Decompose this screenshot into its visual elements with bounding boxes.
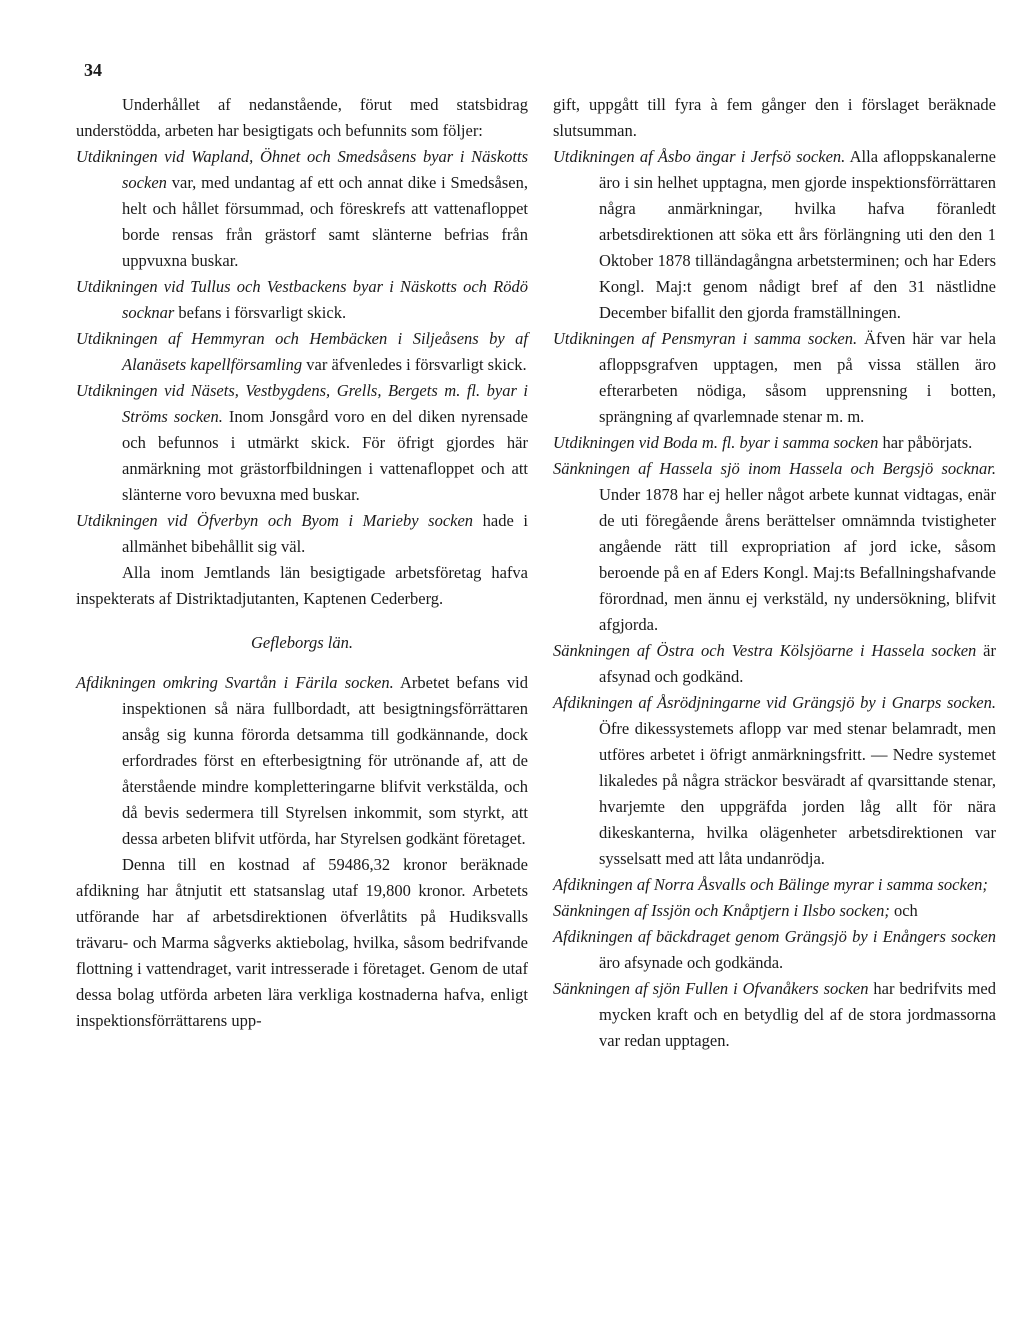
entry-title: Utdikningen vid Wapland, Öhnet och Smedsåsens byar i Näskotts socken xyxy=(76,147,528,192)
entry-text: hade i allmänhet bibehållit sig väl. xyxy=(122,511,528,556)
entry-title: Afdikningen af bäckdraget genom Grängsjö by i Enångers socken xyxy=(553,927,996,946)
entry-fullen xyxy=(553,976,996,1054)
entry-text: var äfvenledes i försvarligt skick. xyxy=(302,355,527,374)
entry-wapland xyxy=(76,144,528,274)
entry-text: Öfre dikessystemets aflopp var med stenar belamradt, men utföres arbetet i öfrigt anmärkningsfritt. — Nedre systemet likaledes på några sträckor besväradt af qvarsittande stenar, hvarjemte den uppgräfda jorden låg allt för nära dikeskanterna, hvilka olägenheter arbetsdirektionen var sysselsatt med att låta undanrödja. xyxy=(599,719,996,868)
intro-paragraph: Underhållet af nedanstående, förut med statsbidrag understödda, arbeten har besigtigats och befunnits som följer: xyxy=(76,95,528,140)
entry-title: Utdikningen vid Tullus och Vestbackens byar i Näskotts och Rödö socknar xyxy=(76,277,528,322)
entry-text: äro afsynade och godkända. xyxy=(599,953,784,972)
entry-text: är afsynad och godkänd. xyxy=(599,641,996,686)
cost-paragraph: Denna till en kostnad af 59486,32 kronor beräknade afdikning har åtnjutit ett statsanslag utaf 19,800 kronor. Arbetets utförande har af arbetsdirektionen öfverlåtits på Hudiksvalls trävaru- och Marma sågverks aktiebolag, hvilka, såsom bedrifvande flottning i vattendraget, varit intresserade i företaget. Genom de utaf dessa bolag utförda arbeten lära verkliga kostnaderna hafva, enligt inspektionsförrättarens upp- xyxy=(76,855,528,1030)
page-number: 34 xyxy=(84,60,102,80)
entry-text: befans i försvarligt skick. xyxy=(174,303,347,322)
entry-title: Sänkningen af Hassela sjö inom Hassela och Bergsjö socknar. xyxy=(553,459,996,478)
entry-text: var, med undantag af ett och annat dike i Smedsåsen, helt och hållet försummad, och föreskrefs att vattenafloppet borde rensas från grästorf samt slänterne befrias från uppvuxna buskar. xyxy=(122,173,528,270)
entry-title: Sänkningen af Issjön och Knåptjern i Ilsbo socken; xyxy=(553,901,890,920)
entry-title: Utdikningen af Åsbo ängar i Jerfsö socken. xyxy=(553,147,846,166)
entry-title: Utdikningen vid Boda m. fl. byar i samma socken xyxy=(553,433,879,452)
entry-issjon xyxy=(553,898,996,924)
entry-text: Inom Jonsgård voro en del diken nyrensade och befunnos i utmärkt skick. För öfrigt gjordes här anmärkning mot grästorfbildningen i vattenafloppet och att slänterne voro bevuxna med buskar. xyxy=(122,407,528,504)
entry-asbo xyxy=(553,144,996,326)
entry-hemmyran xyxy=(76,326,528,378)
jemtland-summary-paragraph: Alla inom Jemtlands län besigtigade arbetsföretag hafva inspekterats af Distriktadjutanten, Kaptenen Cederberg. xyxy=(76,563,528,608)
entry-title: Sänkningen af Östra och Vestra Kölsjöarne i Hassela socken xyxy=(553,641,977,660)
entry-pensmyran xyxy=(553,326,996,430)
entry-norra-asvalls xyxy=(553,872,996,898)
entry-title: Utdikningen af Pensmyran i samma socken. xyxy=(553,329,858,348)
entry-tullus xyxy=(76,274,528,326)
entry-text: Äfven här var hela afloppsgrafven upptagen, men på vissa ställen äro efterarbeten nödiga, såsom upprensning i botten, sprängning af qvarlemnade stenar m. m. xyxy=(599,329,996,426)
entry-text: Arbetet befans vid inspektionen så nära fullbordadt, att besigtningsförrättaren ansåg sig kunna förorda detsamma till godkännande, dock erfordrades först en efterbesigtning för utrönande af, att de återstående mindre kompletteringarne blifvit verkstälda, och då bevis sedermera till Styrelsen inkommit, som styrkt, att dessa arbeten blifvit utförda, har Styrelsen godkänt företaget. xyxy=(122,673,528,848)
entry-title: Sänkningen af sjön Fullen i Ofvanåkers socken xyxy=(553,979,869,998)
entry-text: har bedrifvits med mycken kraft och en betydlig del af de stora jordmassorna var redan upptagen. xyxy=(599,979,996,1050)
entry-boda xyxy=(553,430,996,456)
right-column xyxy=(553,92,996,1054)
entry-title: Utdikningen vid Öfverbyn och Byom i Marieby socken xyxy=(76,511,474,530)
entry-text: Under 1878 har ej heller något arbete kunnat vidtagas, enär de uti föregående årens berättelser omnämnda tvistigheter angående rätt till expropriation af jord icke, såsom beroende på en af Eders Kongl. Maj:ts Befallningshafvande förordnad, men ännu ej verkstäld, ny undersökning, blifvit afgjorda. xyxy=(599,485,996,634)
entry-nasets xyxy=(76,378,528,508)
left-column xyxy=(76,92,528,1034)
entry-backdraget xyxy=(553,924,996,976)
entry-kolsjoarne xyxy=(553,638,996,690)
entry-title: Utdikningen af Hemmyran och Hembäcken i Siljeåsens by af Alanäsets kapellförsamling xyxy=(76,329,528,374)
entry-title: Afdikningen af Åsrödjningarne vid Grängsjö by i Gnarps socken. xyxy=(553,693,996,712)
section-heading: Gefleborgs län. xyxy=(250,633,354,652)
entry-title: Afdikningen af Norra Åsvalls och Bälinge myrar i samma socken; xyxy=(553,875,988,894)
entry-svartan xyxy=(76,670,528,852)
entry-asrodjningarne xyxy=(553,690,996,872)
entry-title: Afdikningen omkring Svartån i Färila socken. xyxy=(76,673,394,692)
entry-title: Utdikningen vid Näsets, Vestbygdens, Grells, Bergets m. fl. byar i Ströms socken. xyxy=(76,381,528,426)
entry-hassela-sjo xyxy=(553,456,996,638)
entry-text: och xyxy=(889,901,918,920)
entry-ofverbyn xyxy=(76,508,528,560)
entry-text: har påbörjats. xyxy=(878,433,973,452)
continuation-paragraph: gift, uppgått till fyra à fem gånger den i förslaget beräknade slutsumman. xyxy=(553,95,996,140)
entry-text: Alla afloppskanalerne äro i sin helhet upptagna, men gjorde inspektionsförrättaren några anmärkningar, hvilka hafva föranledt arbetsdirektionen att söka ett års förlängning uti den den 1 Oktober 1878 tilländagångna arbetsterminen; och har Eders Kongl. Maj:t genom nådigt bref af den 31 nästlidne December bifallit den gjorda framställningen. xyxy=(599,147,996,322)
